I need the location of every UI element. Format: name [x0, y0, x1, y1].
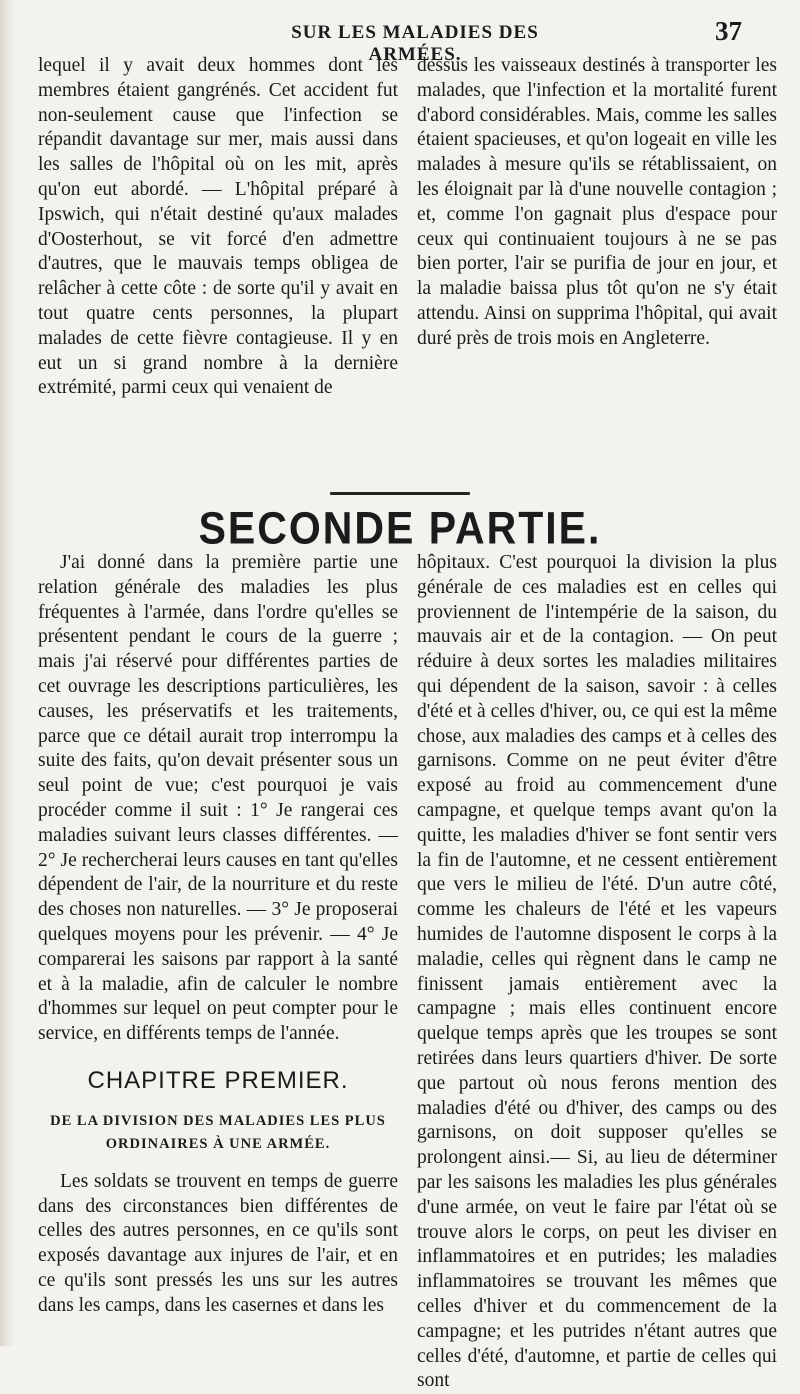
first-part-right-text: dessus les vaisseaux destinés à transporter les malades, que l'infection et la mortalité furent d'abord considérables. Mais, comme les salles étaient spacieuses, et qu'on logeait en ville les malades à mesure qu'ils se rétablissaient, on les éloignait par là d'une nouvelle contagion ; et, comme l'on gagnait plus d'espace pour ceux qui continuaient toujours à ne se pas bien porter, l'air se purifia de jour en jour, et la maladie baissa plus tôt qu'on ne s'y était attendu. Ainsi on supprima l'hôpital, qui avait duré près de trois mois en Angleterre.: [417, 55, 777, 349]
second-part-intro: J'ai donné dans la première partie une relation générale des maladies les plus fréquentes à l'armée, dans l'ordre qu'elles se présentent pendant le cours de la guerre ; mais j'ai réservé pour différentes parties de cet ouvrage les descriptions particulières, les causes, les préservatifs et les traitements, parce que ce détail aurait trop interrompu la suite des faits, qu'on devait présenter sous un seul point de vue; c'est pourquoi je vais procéder comme il suit : 1° Je rangerai ces maladies suivant leurs classes différentes. — 2° Je rechercherai leurs causes en tant qu'elles dépendent de l'air, de la nourriture et du reste des choses non naturelles. — 3° Je proposerai quelques moyens pour les prévenir. — 4° Je comparerai les saisons par rapport à la santé et à la maladie, afin de calculer le nombre d'hommes sur lequel on peut compter pour le service, en différents temps de l'année.: [38, 552, 398, 1045]
page-gutter-shadow: [0, 0, 14, 1346]
page-number: 37: [715, 16, 742, 46]
running-head: SUR LES MALADIES DES ARMÉES.: [291, 22, 539, 65]
part-title: SECONDE PARTIE.: [198, 502, 602, 554]
chapter-title: CHAPITRE PREMIER.: [87, 1066, 349, 1094]
chapter-text-left: Les soldats se trouvent en temps de guerre dans des circonstances bien différentes de celles des autres personnes, en ce qu'ils sont exposés davantage aux injures de l'air, et en ce qu'ils sont pressés les uns sur les autres dans les camps, dans les casernes et dans les: [38, 1170, 398, 1316]
section-divider-rule: [330, 492, 470, 495]
chapter-subtitle: DE LA DIVISION DES MALADIES LES PLUS ORDINAIRES À UNE ARMÉE.: [50, 1112, 386, 1152]
first-part-left-text: lequel il y avait deux hommes dont les membres étaient gangrénés. Cet accident fut non-seulement cause que l'infection se répandit davantage sur mer, mais aussi dans les salles de l'hôpital où on les mit, après qu'on eut abordé. — L'hôpital préparé à Ipswich, qui n'était destiné qu'aux malades d'Oosterhout, se vit forcé d'en admettre d'autres, que le mauvais temps obligea de relâcher à cette côte : de sorte qu'il y avait en tout quatre cents personnes, la plupart malades de cette fièvre contagieuse. Il y en eut un si grand nombre à la dernière extrémité, parmi ceux qui venaient de: [38, 55, 398, 399]
second-part-right-column: [417, 551, 777, 1394]
chapter-text-right: hôpitaux. C'est pourquoi la division la plus générale de ces maladies est en celles qui proviennent de l'intempérie de la saison, du mauvais air et de la contagion. — On peut réduire à deux sortes les maladies militaires qui dépendent de la saison, savoir : à celles d'été et à celles d'hiver, ou, ce qui est la même chose, aux maladies des camps et à celles des garnisons. Comme on ne peut éviter d'être exposé au froid au commencement d'une campagne, et quelque temps avant qu'on la quitte, les maladies d'hiver se font sentir vers la fin de l'automne, et ne cessent entièrement que vers le milieu de l'été. D'un autre côté, comme les chaleurs de l'été et les vapeurs humides de l'automne disposent le corps à la maladie, celles qui règnent dans le camp ne finissent jamais entièrement avec la campagne ; mais elles continuent encore quelque temps après que les troupes se sont retirées dans leurs quartiers d'hiver. De sorte que partout où nous ferons mention des maladies d'été ou d'hiver, des camps ou des garnisons, on doit supposer qu'elles se prolongent ainsi.— Si, au lieu de déterminer par les saisons les maladies les plus générales d'une armée, on veut le faire par l'état où se trouve alors le corps, on peut les diviser en inflammatoires et en putrides; les maladies inflammatoires se trouvant les mêmes que celles d'hiver et du commencement de la campagne; et les putrides n'étant autres que celles d'été, d'automne, et partie de celles qui sont: [417, 552, 777, 1392]
first-part-left-column: [38, 54, 398, 401]
second-part-left-column: [38, 551, 398, 1319]
first-part-right-column: [417, 54, 777, 352]
